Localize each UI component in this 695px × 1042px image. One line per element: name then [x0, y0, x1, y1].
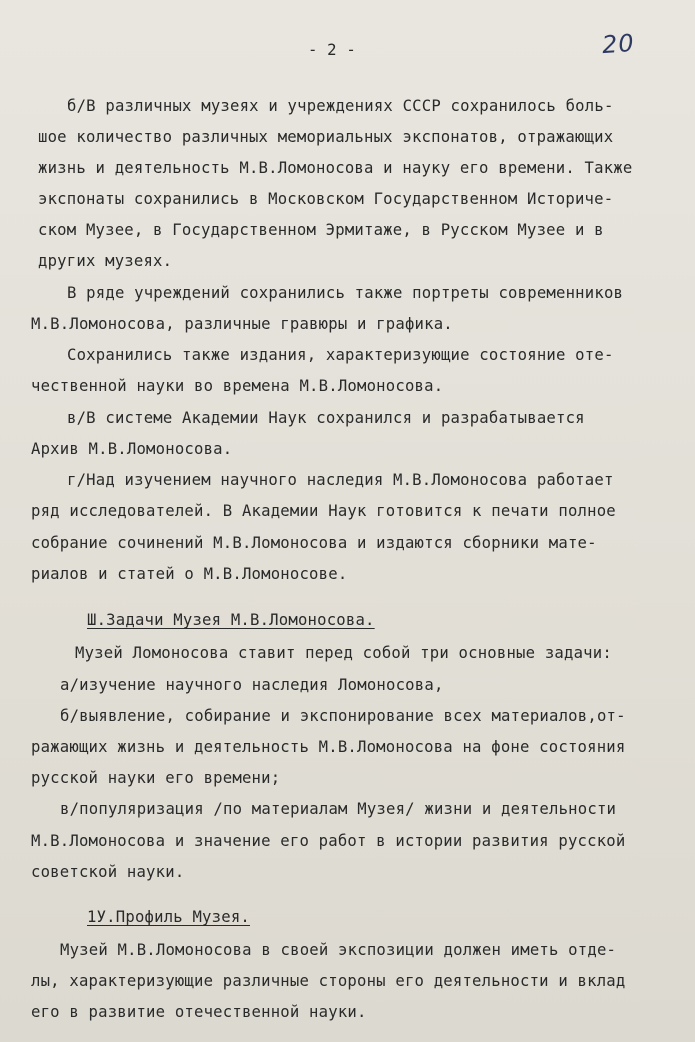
text-line: В ряде учреждений сохранились также портреты современников — [67, 284, 624, 302]
text-line: б/В различных музеях и учреждениях СССР сохранилось боль- — [67, 97, 614, 115]
text-line: других музеях. — [38, 252, 173, 270]
text-line: ряд исследователей. В Академии Наук готовится к печати полное — [31, 502, 616, 520]
archive-page-number: 20 — [601, 28, 636, 60]
text-line: в/популяризация /по материалам Музея/ жизни и деятельности — [60, 800, 617, 818]
page-number: - 2 - — [308, 41, 356, 59]
text-line: русской науки его времени; — [31, 769, 281, 787]
section-heading: 1У.Профиль Музея. — [87, 908, 250, 926]
text-line: г/Над изучением научного наследия М.В.Ломоносова работает — [67, 471, 614, 489]
text-line: Сохранились также издания, характеризующие состояние оте- — [67, 346, 614, 364]
text-line: Архив М.В.Ломоносова. — [31, 440, 233, 458]
text-line: М.В.Ломоносова, различные гравюры и графика. — [31, 315, 453, 333]
text-line: чественной науки во времена М.В.Ломоносова. — [31, 377, 444, 395]
text-line: жизнь и деятельность М.В.Ломоносова и науку его времени. Также — [38, 159, 633, 177]
text-line: шое количество различных мемориальных экспонатов, отражающих — [38, 128, 614, 146]
text-line: Музей М.В.Ломоносова в своей экспозиции должен иметь отде- — [60, 941, 617, 959]
text-line: в/В системе Академии Наук сохранился и разрабатывается — [67, 409, 585, 427]
text-line: экспонаты сохранились в Московском Государственном Историче- — [38, 190, 614, 208]
text-line: его в развитие отечественной науки. — [31, 1003, 367, 1021]
text-line: риалов и статей о М.В.Ломоносове. — [31, 565, 348, 583]
section-heading: Ш.Задачи Музея М.В.Ломоносова. — [87, 611, 375, 629]
text-line: б/выявление, собирание и экспонирование всех материалов,от- — [60, 707, 626, 725]
text-line: собрание сочинений М.В.Ломоносова и издаются сборники мате- — [31, 534, 597, 552]
text-line: Музей Ломоносова ставит перед собой три основные задачи: — [75, 644, 612, 662]
text-line: советской науки. — [31, 863, 185, 881]
text-line: М.В.Ломоносова и значение его работ в истории развития русской — [31, 832, 626, 850]
text-line: а/изучение научного наследия Ломоносова, — [60, 676, 444, 694]
text-line: лы, характеризующие различные стороны его деятельности и вклад — [31, 972, 626, 990]
text-line: ском Музее, в Государственном Эрмитаже, в Русском Музее и в — [38, 221, 604, 239]
text-line: ражающих жизнь и деятельность М.В.Ломоносова на фоне состояния — [31, 738, 626, 756]
